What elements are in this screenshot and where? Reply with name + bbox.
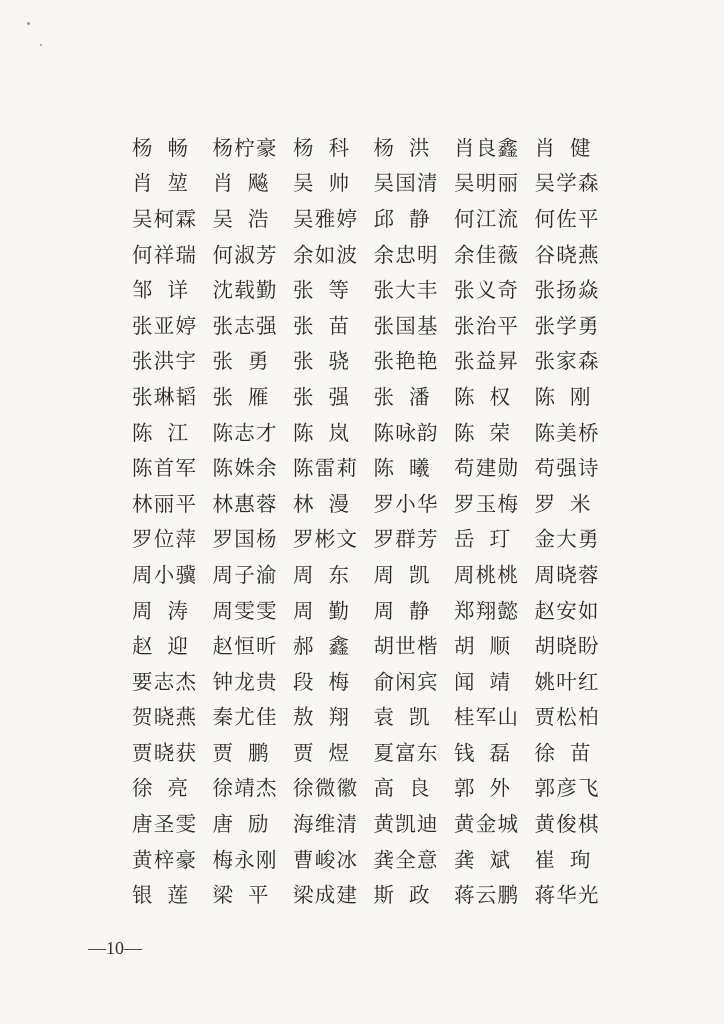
name-entry: 余 如 波 <box>293 242 357 267</box>
name-entry: 黄 梓 豪 <box>132 847 196 872</box>
name-entry: 赵 安 如 <box>534 598 599 623</box>
name-entry: 林 丽 平 <box>132 491 196 516</box>
name-entry: 余 佳 薇 <box>454 242 518 267</box>
name-entry: 张 强 <box>293 384 349 409</box>
name-entry: 周 涛 <box>132 598 188 623</box>
name-entry: 陈 咏 韵 <box>373 420 438 445</box>
name-entry: 袁 凯 <box>373 705 430 730</box>
name-entry: 徐 靖 杰 <box>212 776 277 801</box>
name-entry: 贾 松 柏 <box>534 705 599 730</box>
name-entry: 张 勇 <box>212 349 269 374</box>
name-entry: 何 淑 芳 <box>212 242 277 267</box>
name-entry: 余 忠 明 <box>373 242 438 267</box>
name-entry: 贾 晓 获 <box>132 740 196 765</box>
name-entry: 邱 静 <box>373 206 430 231</box>
name-entry: 徐 微 徽 <box>293 776 357 801</box>
name-entry: 张 亚 婷 <box>132 313 196 338</box>
name-entry: 胡 顺 <box>454 634 510 659</box>
name-entry: 罗 米 <box>534 491 591 516</box>
name-entry: 吴 国 清 <box>373 171 438 196</box>
name-entry: 胡 晓 盼 <box>534 634 599 659</box>
name-entry: 银 莲 <box>132 883 188 908</box>
name-entry: 张 苗 <box>293 313 349 338</box>
name-entry: 周 静 <box>373 598 430 623</box>
name-entry: 吴 柯 霖 <box>132 206 196 231</box>
name-entry: 罗 彬 文 <box>293 527 357 552</box>
name-entry: 罗 小 华 <box>373 491 438 516</box>
name-entry: 张 义 奇 <box>454 278 518 303</box>
name-entry: 贾 鹏 <box>212 740 269 765</box>
name-entry: 张 家 森 <box>534 349 599 374</box>
name-entry: 黄 俊 棋 <box>534 812 599 837</box>
name-entry: 崔 珣 <box>534 847 591 872</box>
name-entry: 高 良 <box>373 776 430 801</box>
scan-speck <box>40 44 42 46</box>
name-entry: 龚 斌 <box>454 847 510 872</box>
name-entry: 蒋 云 鹏 <box>454 883 518 908</box>
name-entry: 段 梅 <box>293 669 349 694</box>
name-entry: 要 志 杰 <box>132 669 196 694</box>
name-entry: 张 洪 宇 <box>132 349 196 374</box>
name-entry: 张 大 丰 <box>373 278 438 303</box>
name-entry: 周 小 骥 <box>132 562 196 587</box>
name-entry: 吴 浩 <box>212 206 269 231</box>
name-entry: 肖 良 鑫 <box>454 135 518 160</box>
name-entry: 桂 军 山 <box>454 705 518 730</box>
name-entry: 陈 刚 <box>534 384 591 409</box>
name-entry: 金 大 勇 <box>534 527 599 552</box>
name-entry: 苟 强 诗 <box>534 456 599 481</box>
name-entry: 陈 岚 <box>293 420 349 445</box>
name-entry: 张 雁 <box>212 384 269 409</box>
name-entry: 吴 明 丽 <box>454 171 518 196</box>
name-entry: 何 祥 瑞 <box>132 242 196 267</box>
name-entry: 黄 金 城 <box>454 812 518 837</box>
name-entry: 杨 畅 <box>132 135 188 160</box>
name-entry: 赵 迎 <box>132 634 188 659</box>
name-entry: 谷 晓 燕 <box>534 242 599 267</box>
name-entry: 海 维 清 <box>293 812 357 837</box>
name-entry: 徐 亮 <box>132 776 188 801</box>
name-entry: 陈 荣 <box>454 420 510 445</box>
scan-speck <box>27 22 30 25</box>
name-entry: 斯 政 <box>373 883 430 908</box>
name-entry: 郭 外 <box>454 776 510 801</box>
name-entry: 张 学 勇 <box>534 313 599 338</box>
name-entry: 陈 曦 <box>373 456 430 481</box>
name-entry: 张 骁 <box>293 349 349 374</box>
name-entry: 陈 江 <box>132 420 188 445</box>
name-entry: 杨 柠 豪 <box>212 135 277 160</box>
name-entry: 郭 彦 飞 <box>534 776 599 801</box>
name-entry: 张 志 强 <box>212 313 277 338</box>
name-entry: 唐 励 <box>212 812 269 837</box>
name-entry: 郝 鑫 <box>293 634 349 659</box>
name-entry: 周 雯 雯 <box>212 598 277 623</box>
name-entry: 唐 圣 雯 <box>132 812 196 837</box>
name-entry: 吴 帅 <box>293 171 349 196</box>
name-entry: 梁 成 建 <box>293 883 357 908</box>
name-entry: 罗 玉 梅 <box>454 491 518 516</box>
name-entry: 贾 煜 <box>293 740 349 765</box>
name-entry: 肖 健 <box>534 135 591 160</box>
name-entry: 罗 国 杨 <box>212 527 277 552</box>
name-entry: 陈 雷 莉 <box>293 456 357 481</box>
name-entry: 陈 权 <box>454 384 510 409</box>
name-entry: 蒋 华 光 <box>534 883 599 908</box>
name-entry: 罗 群 芳 <box>373 527 438 552</box>
name-entry: 陈 首 军 <box>132 456 196 481</box>
name-entry: 梅 永 刚 <box>212 847 277 872</box>
name-entry: 周 子 渝 <box>212 562 277 587</box>
name-entry: 夏 富 东 <box>373 740 438 765</box>
name-entry: 姚 叶 红 <box>534 669 599 694</box>
name-entry: 周 桃 桃 <box>454 562 518 587</box>
name-entry: 曹 峻 冰 <box>293 847 357 872</box>
name-entry: 陈 姝 余 <box>212 456 277 481</box>
name-entry: 吴 雅 婷 <box>293 206 357 231</box>
name-entry: 陈 美 桥 <box>534 420 599 445</box>
name-entry: 赵 恒 昕 <box>212 634 277 659</box>
name-entry: 苟 建 勋 <box>454 456 518 481</box>
name-entry: 林 惠 蓉 <box>212 491 277 516</box>
name-entry: 肖 堃 <box>132 171 188 196</box>
name-entry: 龚 全 意 <box>373 847 438 872</box>
name-entry: 徐 苗 <box>534 740 591 765</box>
name-entry: 张 等 <box>293 278 349 303</box>
name-entry: 张 国 基 <box>373 313 438 338</box>
name-entry: 邹 详 <box>132 278 188 303</box>
name-entry: 张 治 平 <box>454 313 518 338</box>
name-entry: 闻 靖 <box>454 669 510 694</box>
name-entry: 林 漫 <box>293 491 349 516</box>
name-entry: 钟 龙 贵 <box>212 669 277 694</box>
name-entry: 黄 凯 迪 <box>373 812 438 837</box>
name-entry: 何 佐 平 <box>534 206 599 231</box>
name-entry: 张 扬 焱 <box>534 278 599 303</box>
names-grid <box>132 128 602 911</box>
name-entry: 周 晓 蓉 <box>534 562 599 587</box>
name-entry: 吴 学 森 <box>534 171 599 196</box>
name-entry: 陈 志 才 <box>212 420 277 445</box>
name-entry: 钱 磊 <box>454 740 510 765</box>
page-number: —10— <box>88 938 142 958</box>
name-entry: 肖 飚 <box>212 171 269 196</box>
name-entry: 周 勤 <box>293 598 349 623</box>
name-entry: 何 江 流 <box>454 206 518 231</box>
name-entry: 罗 位 萍 <box>132 527 196 552</box>
name-entry: 周 凯 <box>373 562 430 587</box>
name-entry: 张 潘 <box>373 384 430 409</box>
name-entry: 杨 科 <box>293 135 349 160</box>
name-entry: 岳 玎 <box>454 527 510 552</box>
name-entry: 敖 翔 <box>293 705 349 730</box>
name-entry: 张 艳 艳 <box>373 349 438 374</box>
name-entry: 沈 载 勤 <box>212 278 277 303</box>
name-entry: 张 琳 韬 <box>132 384 196 409</box>
name-entry: 俞 闲 宾 <box>373 669 438 694</box>
name-entry: 胡 世 楷 <box>373 634 438 659</box>
name-entry: 贺 晓 燕 <box>132 705 196 730</box>
name-entry: 梁 平 <box>212 883 269 908</box>
name-entry: 秦 尤 佳 <box>212 705 277 730</box>
name-entry: 郑 翔 懿 <box>454 598 518 623</box>
name-entry: 周 东 <box>293 562 349 587</box>
name-entry: 杨 洪 <box>373 135 430 160</box>
name-entry: 张 益 昇 <box>454 349 518 374</box>
